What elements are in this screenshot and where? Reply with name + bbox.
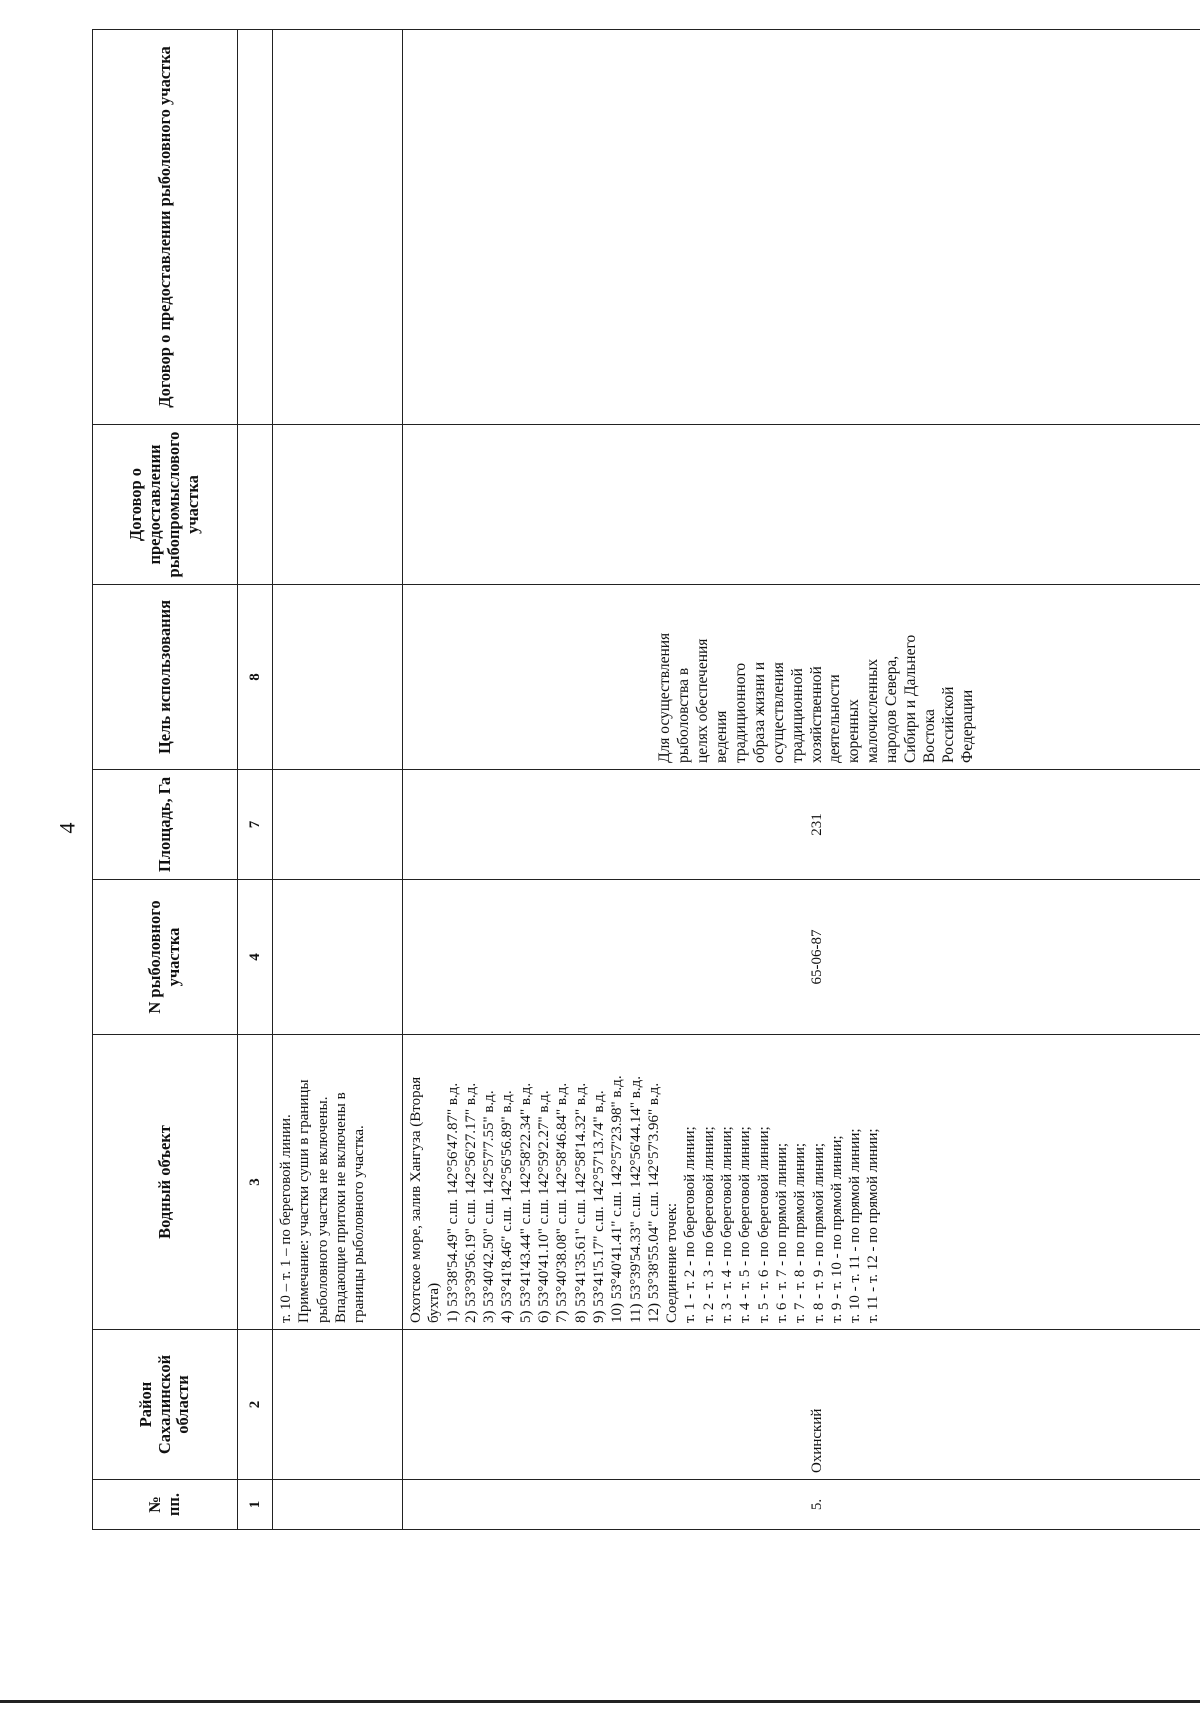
text-line: малочисленных bbox=[864, 658, 882, 763]
text-line: 6) 53°40'41.10" с.ш. 142°59'2.27" в.д. bbox=[536, 1090, 553, 1323]
text-line: т. 8 - т. 9 - по прямой линии; bbox=[810, 1142, 827, 1323]
text-line: 11) 53°39'54.33" с.ш. 142°56'44.14" в.д. bbox=[627, 1075, 644, 1323]
text-line: рыболовного участка не включены. bbox=[314, 1096, 331, 1323]
text-line: осуществления bbox=[769, 662, 787, 763]
text-line: 10) 53°40'41.41" с.ш. 142°57'23.98" в.д. bbox=[609, 1075, 626, 1323]
text-line: т. 1 - т. 2 - по береговой линии; bbox=[682, 1126, 699, 1323]
column-number bbox=[238, 30, 273, 425]
area-cell: 231 bbox=[403, 770, 1200, 880]
header-area: Площадь, Га bbox=[93, 770, 238, 880]
table-cell bbox=[273, 30, 403, 425]
text-line: Соединение точек: bbox=[664, 1202, 681, 1323]
text-line: ведения bbox=[713, 710, 731, 763]
text-line: Сибири и Дальнего bbox=[902, 634, 920, 763]
table-cell bbox=[273, 585, 403, 770]
row-number: 5. bbox=[403, 1480, 1200, 1530]
text-line: т. 5 - т. 6 - по береговой линии; bbox=[755, 1126, 772, 1323]
district-cell: Охинский bbox=[403, 1330, 1200, 1480]
table-cell bbox=[273, 1330, 403, 1480]
text-line: Примечание: участки суши в границы bbox=[296, 1079, 313, 1323]
rotated-table-wrapper bbox=[92, 30, 1200, 1530]
fishery-contract-cell bbox=[403, 425, 1200, 585]
column-number: 4 bbox=[238, 880, 273, 1035]
column-number-row bbox=[238, 30, 273, 1530]
text-line: 9) 53°41'5.17" с.ш. 142°57'13.74" в.д. bbox=[590, 1090, 607, 1323]
header-fishery-contract: Договор о предоставлении рыбопромыслового участка bbox=[93, 425, 238, 585]
text-line: 1) 53°38'54.49" с.ш. 142°56'47.87" в.д. bbox=[444, 1082, 461, 1323]
header-water-object: Водный объект bbox=[93, 1035, 238, 1330]
column-number: 3 bbox=[238, 1035, 273, 1330]
table-cell bbox=[273, 1480, 403, 1530]
water-object-note bbox=[273, 1035, 403, 1330]
table-row bbox=[273, 30, 403, 1530]
text-line: Федерации bbox=[958, 689, 976, 763]
page-number: 4 bbox=[54, 822, 80, 834]
column-number: 1 bbox=[238, 1480, 273, 1530]
text-line: Впадающие притоки не включены в bbox=[332, 1092, 349, 1323]
text-line: 12) 53°38'55.04" с.ш. 142°57'3.96" в.д. bbox=[645, 1082, 662, 1323]
text-line: т. 10 - т. 11 - по прямой линии; bbox=[847, 1128, 864, 1323]
purpose-cell bbox=[403, 585, 1200, 770]
text-line: т. 6 - т. 7 - по прямой линии; bbox=[773, 1142, 790, 1323]
page-bottom-rule bbox=[0, 1700, 1200, 1703]
fishing-contract-cell bbox=[403, 30, 1200, 425]
text-line: 5) 53°41'43.44" с.ш. 142°58'22.34" в.д. bbox=[517, 1082, 534, 1323]
text-line: Востока bbox=[920, 709, 938, 763]
plot-number-cell: 65-06-87 bbox=[403, 880, 1200, 1035]
header-num: № пп. bbox=[93, 1480, 238, 1530]
text-line: 4) 53°41'8.46" с.ш. 142°56'56.89" в.д. bbox=[499, 1090, 516, 1323]
header-plot-number: N рыболовного участка bbox=[93, 880, 238, 1035]
text-line: целях обеспечения bbox=[694, 638, 712, 763]
water-object-cell bbox=[403, 1035, 1200, 1330]
header-row bbox=[93, 30, 238, 1530]
text-line: т. 9 - т. 10 - по прямой линии; bbox=[828, 1135, 845, 1323]
text-line: т. 7 - т. 8 - по прямой линии; bbox=[792, 1142, 809, 1323]
column-number: 8 bbox=[238, 585, 273, 770]
header-district: Район Сахалинской области bbox=[93, 1330, 238, 1480]
table-row bbox=[403, 30, 1200, 1530]
text-line: т. 4 - т. 5 - по береговой линии; bbox=[737, 1126, 754, 1323]
table-cell bbox=[273, 425, 403, 585]
text-line: границы рыболовного участка. bbox=[351, 1125, 368, 1323]
text-line: рыболовства в bbox=[675, 667, 693, 763]
fishing-plots-table bbox=[92, 29, 1200, 1530]
text-line: Для осуществления bbox=[656, 632, 674, 763]
text-line: 3) 53°40'42.50" с.ш. 142°57'7.55" в.д. bbox=[481, 1090, 498, 1323]
text-line: Охотское море, залив Хангуза (Вторая bbox=[408, 1076, 424, 1323]
header-purpose: Цель использования bbox=[93, 585, 238, 770]
table-cell bbox=[273, 880, 403, 1035]
text-line: 8) 53°41'35.61" с.ш. 142°58'14.32" в.д. bbox=[572, 1082, 589, 1323]
table-cell bbox=[273, 770, 403, 880]
text-line: бухта) bbox=[426, 1282, 443, 1323]
text-line: народов Севера, bbox=[883, 655, 901, 763]
text-line: т. 3 - т. 4 - по береговой линии; bbox=[719, 1126, 736, 1323]
text-line: деятельности bbox=[826, 674, 844, 763]
text-line: коренных bbox=[845, 699, 863, 763]
column-number: 7 bbox=[238, 770, 273, 880]
column-number bbox=[238, 425, 273, 585]
text-line: хозяйственной bbox=[807, 666, 825, 763]
text-line: 7) 53°40'38.08" с.ш. 142°58'46.84" в.д. bbox=[554, 1082, 571, 1323]
text-line: традиционного bbox=[731, 662, 749, 763]
column-number: 2 bbox=[238, 1330, 273, 1480]
text-line: традиционной bbox=[788, 668, 806, 763]
text-line: 2) 53°39'56.19" с.ш. 142°56'27.17" в.д. bbox=[462, 1082, 479, 1323]
header-fishing-contract: Договор о предоставлении рыболовного участка bbox=[93, 30, 238, 425]
text-line: Российской bbox=[939, 686, 957, 763]
text-line: т. 11 - т. 12 - по прямой линии; bbox=[865, 1128, 882, 1323]
text-line: т. 10 – т. 1 – по береговой линии. bbox=[278, 1114, 294, 1323]
text-line: т. 2 - т. 3 - по береговой линии; bbox=[700, 1126, 717, 1323]
text-line: образа жизни и bbox=[750, 661, 768, 763]
